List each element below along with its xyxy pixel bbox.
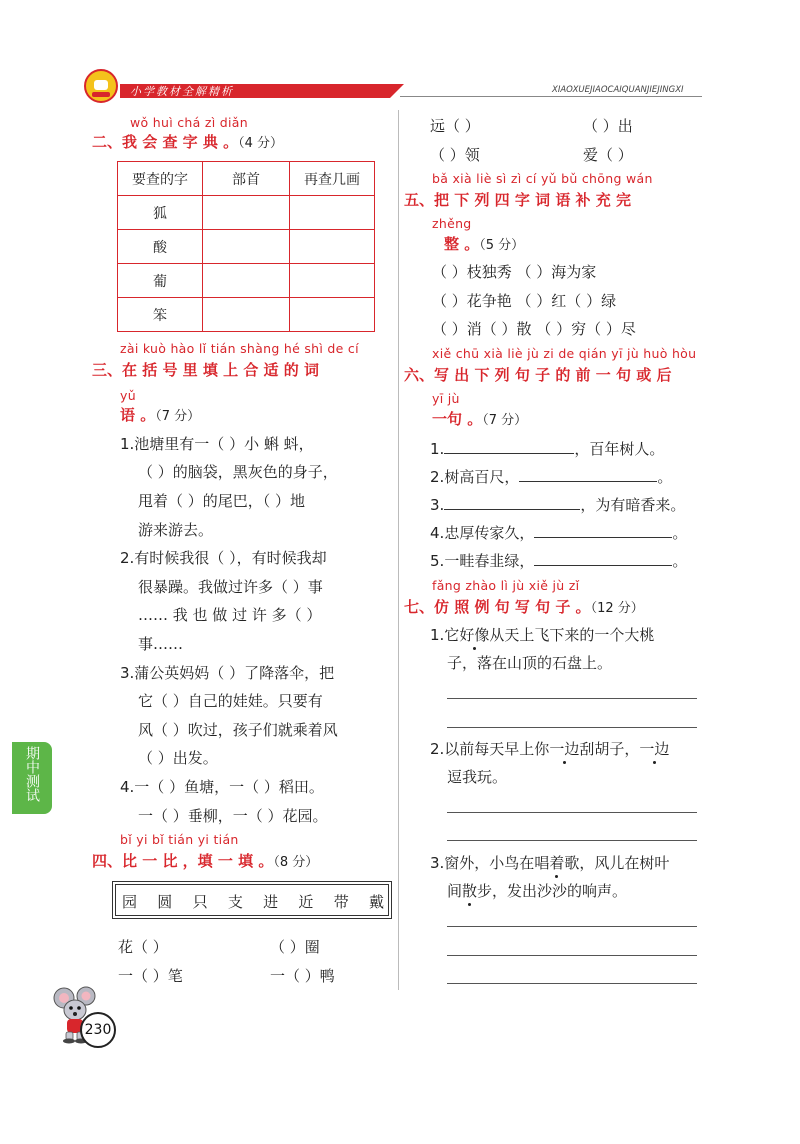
sec7-example-1: 1.它好像从天上飞下来的一个大桃 [430,626,655,644]
table-cell-char: 酸 [118,230,203,264]
sec6-item: 1. ，百年树人。 [430,440,665,458]
sec4-item: （ ）出 [583,117,633,135]
sec3-line: 它（ ）自己的娃娃。只要有 [138,692,323,710]
table-cell-char: 狐 [118,196,203,230]
sec3-line: 事…… [138,635,184,653]
answer-blank[interactable] [534,551,672,566]
table-cell-char: 葡 [118,264,203,298]
sec6-heading-1: 六、写 出 下 列 句 子 的 前 一 句 或 后 [404,366,672,384]
sec6-item: 5.一畦春韭绿， 。 [430,552,688,570]
sec5-line: （ ）花争艳 （ ）红（ ）绿 [432,292,617,310]
table-header: 再查几画 [290,162,375,196]
sec3-line: 风（ ）吹过，孩子们就乘着风 [138,721,338,739]
emphasis-dots: 一边 [639,740,670,758]
sec2-pinyin: wǒ huì chá zì diǎn [130,115,248,130]
sec5-line: （ ）消（ ）散 （ ）穷（ ）尽 [432,320,636,338]
sec5-line: （ ）枝独秀 （ ）海为家 [432,263,597,281]
sec5-pinyin-2: zhěng [432,216,472,231]
answer-line[interactable] [447,727,697,728]
word-bank-item: 园 [122,893,138,911]
answer-blank[interactable] [444,439,574,454]
table-cell-char: 笨 [118,298,203,332]
sec6-item: 2.树高百尺， 。 [430,468,673,486]
sec7-pinyin: fǎng zhào lì jù xiě jù zǐ [432,578,580,593]
sec3-line: 甩着（ ）的尾巴，（ ）地 [138,492,306,510]
header-bar [90,84,702,98]
sec4-pinyin: bǐ yi bǐ tián yi tián [120,832,239,847]
sec6-item: 4.忠厚传家久， 。 [430,524,688,542]
sec7-example-3: 间散步，发出沙沙的响声。 [447,882,628,900]
sec3-line: 3.蒲公英妈妈（ ）了降落伞，把 [120,664,335,682]
side-tab-label: 期中测试 [24,746,40,802]
series-pinyin-code: XIAOXUEJIAOCAIQUANJIEJINGXI [552,85,684,95]
word-bank-item: 支 [227,893,243,911]
sec3-line: 2.有时候我很（ ），有时候我却 [120,549,327,567]
word-bank-item: 圆 [157,893,173,911]
side-tab [12,742,52,814]
table-cell-blank[interactable] [290,264,375,298]
table-cell-blank[interactable] [290,298,375,332]
emphasis-dots: 好像 [459,626,490,644]
emphasis-dots: 间散步 [447,882,493,900]
emphasis-dots: 唱着歌 [534,854,580,872]
table-cell-blank[interactable] [203,230,290,264]
series-title: 小学教材全解精析 [130,85,234,98]
sec4-heading: 四、比 一 比 ，填 一 填 。（8 分） [92,852,319,870]
sec4-item: 远（ ） [430,117,480,135]
emphasis-dots: 一边 [549,740,580,758]
table-header: 部首 [203,162,290,196]
table-header: 要查的字 [118,162,203,196]
word-bank-item: 带 [333,893,349,911]
sec3-line: …… 我 也 做 过 许 多（ ） [138,606,322,624]
sec3-pinyin-1: zài kuò hào lǐ tián shàng hé shì de cí [120,341,359,356]
answer-line[interactable] [447,983,697,984]
table-cell-blank[interactable] [203,298,290,332]
column-divider [398,110,399,990]
sec7-example-2: 逗我玩。 [447,768,508,786]
table-cell-blank[interactable] [290,230,375,264]
sec3-heading-2: 语 。（7 分） [120,406,201,424]
sec4-item: （ ）圈 [270,938,320,956]
answer-blank[interactable] [444,495,580,510]
word-bank-item: 只 [192,893,208,911]
sec3-line: 1.池塘里有一（ ）小 蝌 蚪， [120,435,314,453]
sec6-pinyin-2: yī jù [432,391,460,406]
sec4-item: 花（ ） [118,938,168,956]
sec3-line: 一（ ）垂柳，一（ ）花园。 [138,807,328,825]
word-bank-box [115,884,389,916]
sec4-item: （ ）领 [430,146,480,164]
answer-line[interactable] [447,955,697,956]
lookup-table [117,161,375,332]
sec3-line: 很暴躁。我做过许多（ ）事 [138,578,323,596]
answer-line[interactable] [447,926,697,927]
sec6-item: 3. ，为有暗香来。 [430,496,686,514]
sec5-heading-2: 整 。（5 分） [444,235,525,253]
sec7-example-2: 2.以前每天早上你一边刮胡子，一边 [430,740,670,758]
table-cell-blank[interactable] [203,264,290,298]
word-bank-item: 近 [298,893,314,911]
table-cell-blank[interactable] [290,196,375,230]
answer-line[interactable] [447,698,697,699]
sec5-heading-1: 五、把 下 列 四 字 词 语 补 充 完 [404,191,632,209]
sec3-pinyin-2: yǔ [120,388,136,403]
word-bank-item: 进 [263,893,279,911]
page-number: 230 [84,1022,112,1038]
page-number-badge [80,1012,116,1048]
sec4-item: 一（ ）笔 [118,967,183,985]
sec3-heading-1: 三、在 括 号 里 填 上 合 适 的 词 [92,361,320,379]
word-bank-item: 戴 [368,893,384,911]
table-cell-blank[interactable] [203,196,290,230]
sec3-line: （ ）的脑袋，黑灰色的身子， [138,463,338,481]
sec7-example-3: 3.窗外，小鸟在唱着歌，风儿在树叶 [430,854,670,872]
sec2-heading: 二、我 会 查 字 典 。（4 分） [92,133,284,151]
sec7-example-1: 子，落在山顶的石盘上。 [447,654,613,672]
answer-line[interactable] [447,812,697,813]
sec6-pinyin-1: xiě chū xià liè jù zi de qián yī jù huò hòu [432,346,697,361]
sec4-item: 一（ ）鸭 [270,967,335,985]
sec3-line: （ ）出发。 [138,749,218,767]
sec5-pinyin-1: bǎ xià liè sì zì cí yǔ bǔ chōng wán [432,171,653,186]
answer-blank[interactable] [519,467,657,482]
series-logo [84,69,118,103]
sec3-line: 4.一（ ）鱼塘，一（ ）稻田。 [120,778,324,796]
answer-blank[interactable] [534,523,672,538]
sec7-heading: 七、仿 照 例 句 写 句 子 。（12 分） [404,598,644,616]
answer-line[interactable] [447,840,697,841]
sec6-heading-2: 一句 。（7 分） [432,410,528,428]
sec4-item: 爱（ ） [583,146,633,164]
sec3-line: 游来游去。 [138,521,214,539]
